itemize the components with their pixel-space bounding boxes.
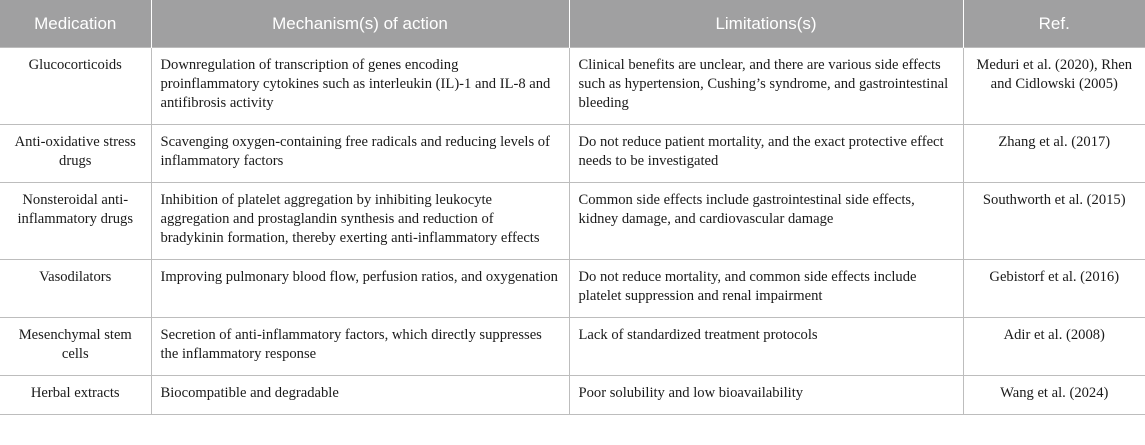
cell-mechanism: Secretion of anti-inflammatory factors, which directly suppresses the inflammatory response [151,318,569,376]
cell-medication: Mesenchymal stem cells [0,318,151,376]
cell-ref: Zhang et al. (2017) [963,125,1145,183]
cell-mechanism: Downregulation of transcription of genes encoding proinflammatory cytokines such as interleukin (IL)-1 and IL-8 and antifibrosis activity [151,48,569,125]
cell-mechanism: Scavenging oxygen-containing free radicals and reducing levels of inflammatory factors [151,125,569,183]
header-medication: Medication [0,0,151,48]
header-ref: Ref. [963,0,1145,48]
cell-mechanism: Improving pulmonary blood flow, perfusion ratios, and oxygenation [151,260,569,318]
cell-limitations: Do not reduce mortality, and common side effects include platelet suppression and renal impairment [569,260,963,318]
cell-ref: Gebistorf et al. (2016) [963,260,1145,318]
cell-limitations: Clinical benefits are unclear, and there are various side effects such as hypertension, Cushing’s syndrome, and gastrointestinal bleeding [569,48,963,125]
cell-ref: Meduri et al. (2020), Rhen and Cidlowski (2005) [963,48,1145,125]
cell-ref: Southworth et al. (2015) [963,183,1145,260]
header-mechanism: Mechanism(s) of action [151,0,569,48]
cell-limitations: Common side effects include gastrointestinal side effects, kidney damage, and cardiovascular damage [569,183,963,260]
cell-medication: Vasodilators [0,260,151,318]
table-row [0,376,1145,415]
cell-medication: Nonsteroidal anti-inflammatory drugs [0,183,151,260]
cell-limitations: Lack of standardized treatment protocols [569,318,963,376]
cell-mechanism: Inhibition of platelet aggregation by inhibiting leukocyte aggregation and prostaglandin synthesis and reduction of bradykinin formation, thereby exerting anti-inflammatory effects [151,183,569,260]
table-row [0,125,1145,183]
header-limitations: Limitations(s) [569,0,963,48]
table-row [0,48,1145,125]
cell-medication: Glucocorticoids [0,48,151,125]
cell-mechanism: Biocompatible and degradable [151,376,569,415]
cell-ref: Adir et al. (2008) [963,318,1145,376]
cell-ref: Wang et al. (2024) [963,376,1145,415]
table-body [0,48,1145,415]
table-row [0,318,1145,376]
cell-limitations: Do not reduce patient mortality, and the exact protective effect needs to be investigated [569,125,963,183]
header-row [0,0,1145,48]
cell-limitations: Poor solubility and low bioavailability [569,376,963,415]
table-row [0,260,1145,318]
table-header [0,0,1145,48]
cell-medication: Anti-oxidative stress drugs [0,125,151,183]
cell-medication: Herbal extracts [0,376,151,415]
table-row [0,183,1145,260]
